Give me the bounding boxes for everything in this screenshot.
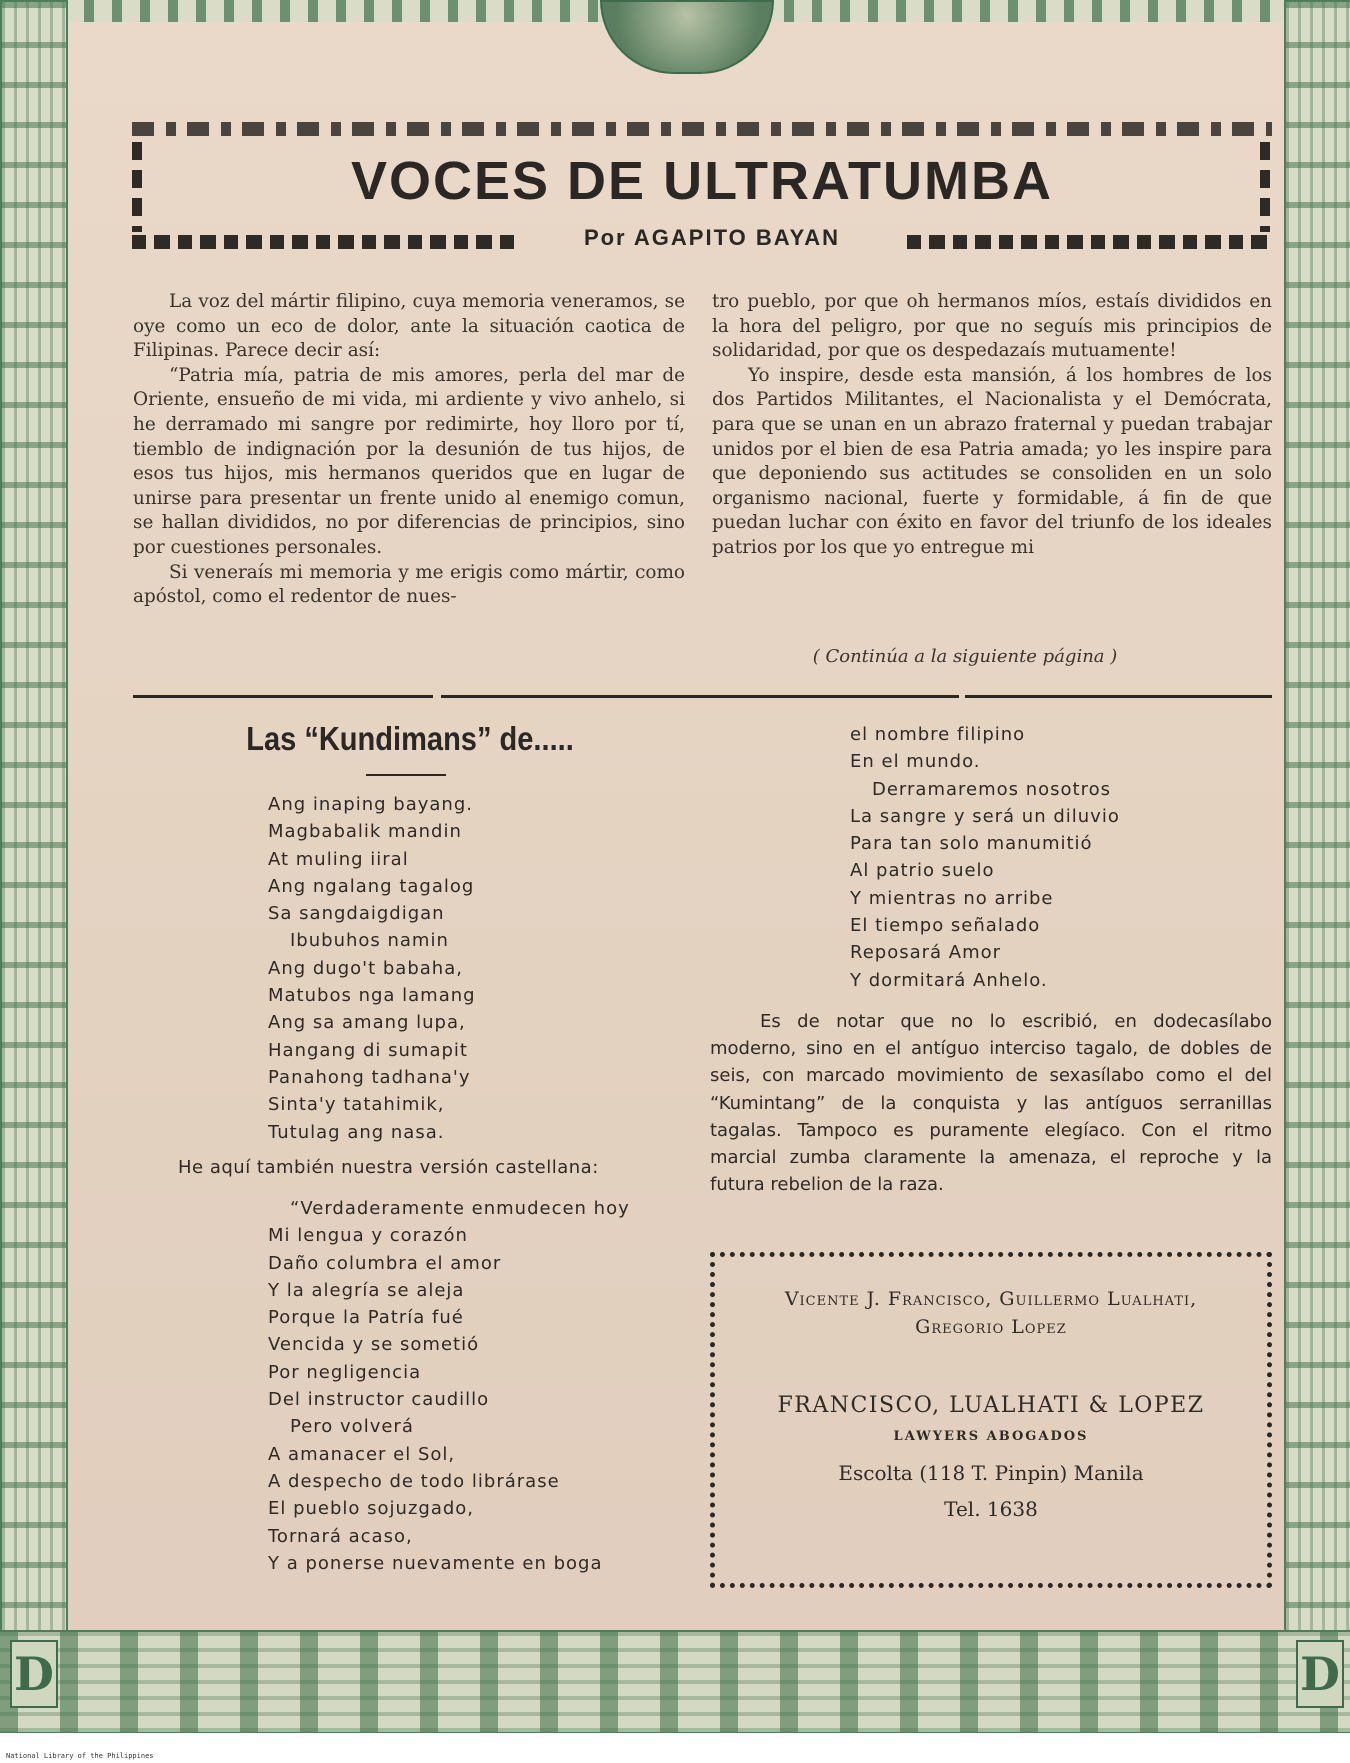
metrical-note [710,1008,1272,1198]
section-divider [965,695,1272,698]
corner-letter-right: D [1296,1640,1344,1708]
article-paragraph: Yo inspire, desde esta mansión, á los hombres de los dos Partidos Militantes, el Nacionalista y el Demócrata, para que se unan en un abrazo fraternal y puedan trabajar unidos por el bien de esa Patria amada; yo les inspire para que deponiendo sus actitudes se consoliden en un solo organismo nacional, fuerte y formidable, á fin de que puedan luchar con éxito en favor del triunfo de los ideales patrios por los que yo entregue mi [712,364,1272,558]
poem-line: Sinta'y tatahimik, [268,1094,445,1116]
poem-line: Por negligencia [268,1361,422,1383]
poem-line: Tutulag ang nasa. [268,1121,445,1143]
poem-line: Vencida y se sometió [268,1334,480,1356]
title-ornament-top [132,122,1272,136]
article-title: VOCES DE ULTRATUMBA [351,151,1053,211]
portrait-medallion [600,0,774,74]
continued-note: ( Continúa a la siguiente página ) [812,646,1118,667]
spanish-poem-right [850,721,1120,994]
left-ornament-border [0,0,68,1654]
article-paragraph: tro pueblo, por que oh hermanos míos, estaís divididos en la hora del peligro, por que no seguís mis principios de solidaridad, por que os despedazaís mutuamente! [712,291,1272,362]
ad-telephone: Tel. 1638 [944,1497,1038,1521]
kundimans-title: Las “Kundimans” de..... [246,720,574,757]
translation-intro: He aquí también nuestra versión castellana: [178,1157,599,1178]
byline-ornament-right [907,235,1272,249]
poem-line: Sa sangdaigdigan [268,903,445,925]
ad-names-line: Gregorio Lopez [915,1316,1067,1338]
footer-strip [0,1733,1350,1763]
ad-names-line: Vicente J. Francisco, Guillermo Lualhati, [784,1288,1198,1310]
poem-line: Para tan solo manumitió [850,833,1093,855]
corner-letter-left: D [10,1640,58,1708]
poem-line: Pero volverá [290,1416,414,1438]
ad-firm-name: FRANCISCO, LUALHATI & LOPEZ [777,1393,1205,1418]
poem-line: Tornará acaso, [268,1525,413,1547]
title-frame [132,112,1272,252]
article-byline: Por AGAPITO BAYAN [583,225,841,250]
ad-address: Escolta (118 T. Pinpin) Manila [838,1461,1144,1485]
poem-line: Y a ponerse nuevamente en boga [268,1552,603,1574]
article-paragraph: “Patria mía, patria de mis amores, perla del mar de Oriente, ensueño de mi vida, mi ardiente y vivo anhelo, si he derramado mi sangre por redimirte, hoy lloro por tí, tiemblo de indignación por la desunión de tus hijos, de esos tus hijos, mis hermanos queridos que en lugar de unirse para presentar un frente unido al enemigo comun, se hallan divididos, no por diferencias de principios, sino por cuestiones personales. [133,364,685,558]
spanish-poem-left [268,1195,630,1577]
poem-line: Hangang di sumapit [268,1039,468,1061]
article-left-column [133,290,685,610]
note-paragraph: Es de notar que no lo escribió, en dodecasílabo moderno, sino en el antíguo interciso tagalo, de dobles de seis, con marcado movimiento de sexasílabo como el del “Kumintang” de la conquista y las antíguos serranillas tagalas. Tampoco es puramente elegíaco. Con el ritmo marcial zumba claramente la amenaza, el reproche y la futura rebelion de la raza. [710,1011,1272,1196]
title-dash [366,774,446,776]
poem-line: Reposará Amor [850,942,1002,964]
poem-line: En el mundo. [850,751,981,773]
poem-line: Magbabalik mandin [268,821,462,843]
byline-ornament-left [132,235,517,249]
ad-role: LAWYERS ABOGADOS [893,1429,1089,1444]
poem-line: A despecho de todo librárase [268,1470,560,1492]
poem-line: Del instructor caudillo [268,1389,490,1411]
poem-line: Ang inaping bayang. [268,794,473,815]
poem-line: Porque la Patría fué [268,1307,464,1329]
poem-line: Y dormitará Anhelo. [850,969,1048,991]
article-paragraph: Si veneraís mi memoria y me erigis como mártir, como apóstol, como el redentor de nues- [133,561,685,608]
poem-line: Al patrio suelo [850,860,995,882]
poem-line: La sangre y será un diluvio [850,805,1120,827]
library-credit: National Library of the Philippines [6,1752,154,1760]
section-divider [441,695,959,698]
poem-line: At muling iiral [268,848,409,870]
poem-line: Mi lengua y corazón [268,1225,468,1247]
poem-line: El tiempo señalado [850,915,1041,937]
byline-row [132,225,1272,255]
poem-line: Ang sa amang lupa, [268,1012,466,1034]
poem-line: Y mientras no arribe [850,887,1054,909]
poem-line: el nombre filipino [850,724,1026,745]
poem-line: “Verdaderamente enmudecen hoy [290,1198,630,1219]
section-divider [133,695,433,698]
poem-line: Ang ngalang tagalog [268,875,475,897]
poem-line: Daño columbra el amor [268,1252,502,1274]
poem-line: El pueblo sojuzgado, [268,1498,475,1520]
poem-line: Ibubuhos namin [290,930,449,952]
poem-line: Y la alegría se aleja [268,1279,465,1301]
poem-line: A amanacer el Sol, [268,1443,456,1465]
bottom-ornament-border [0,1630,1350,1734]
poem-line: Panahong tadhana'y [268,1066,471,1088]
poem-line: Derramaremos nosotros [872,778,1112,800]
article-right-column [712,290,1272,561]
poem-line: Matubos nga lamang [268,985,476,1007]
right-ornament-border [1284,0,1350,1654]
poem-line: Ang dugo't babaha, [268,957,463,979]
ad-partner-names [715,1285,1267,1341]
lawyers-advertisement [710,1252,1272,1588]
article-paragraph: La voz del mártir filipino, cuya memoria veneramos, se oye como un eco de dolor, ante la situación caotica de Filipinas. Parece decir así: [133,291,685,362]
tagalog-poem [268,791,476,1146]
